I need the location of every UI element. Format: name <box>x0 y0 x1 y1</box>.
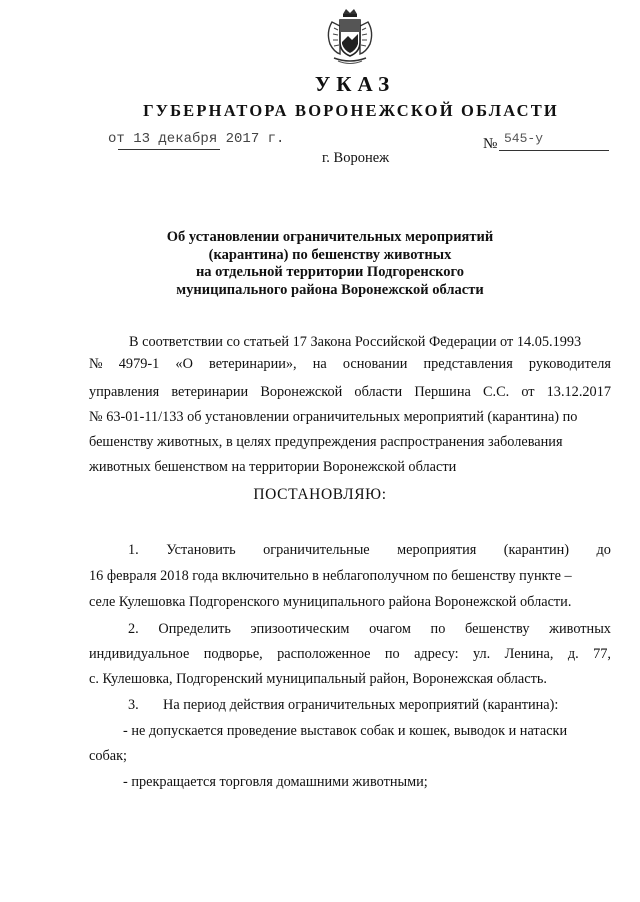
word: ветеринарии <box>171 384 249 400</box>
justified-words <box>89 384 611 401</box>
item-3-text: На период действия ограничительных мероприятий (карантина): <box>163 697 559 713</box>
bullet-line: - прекращается торговля домашними животными; <box>123 774 428 790</box>
word: Определить <box>158 621 231 637</box>
document-type-title: УКАЗ <box>314 72 396 96</box>
heading-line: муниципального района Воронежской области <box>176 281 484 298</box>
word: ветеринарии», <box>209 356 297 372</box>
number-label: № <box>483 136 498 152</box>
word: эпизоотическим <box>250 621 350 637</box>
heading-line: (карантина) по бешенству животных <box>208 246 452 263</box>
preamble-line: бешенству животных, в целях предупреждения распространения заболевания <box>89 434 563 450</box>
word: С.С. <box>482 384 510 400</box>
document-heading <box>150 229 510 299</box>
word: по <box>384 646 400 662</box>
word: № <box>89 356 103 372</box>
word: 2. <box>128 621 139 637</box>
justified-words <box>128 542 611 559</box>
word: области <box>354 384 403 400</box>
preamble-line: В соответствии со статьей 17 Закона Российской Федерации от 14.05.1993 <box>129 334 582 350</box>
word: адресу: <box>414 646 459 662</box>
word: 13.12.2017 <box>546 384 611 400</box>
item-1-line: 16 февраля 2018 года включительно в неблагополучном по бешенству пункте – <box>89 568 572 584</box>
date-underline <box>118 149 220 150</box>
justified-words <box>89 646 611 663</box>
word: очагом <box>369 621 411 637</box>
issuer-title: ГУБЕРНАТОРА ВОРОНЕЖСКОЙ ОБЛАСТИ <box>143 101 559 120</box>
preamble-line <box>89 384 611 401</box>
coat-of-arms-icon <box>324 8 376 66</box>
word: ул. <box>473 646 491 662</box>
word: по <box>430 621 446 637</box>
word: на <box>312 356 327 372</box>
item-1-line: селе Кулешовка Подгоренского муниципального района Воронежской области. <box>89 594 572 610</box>
item-1-line <box>128 542 611 559</box>
justified-words <box>89 356 611 373</box>
word: расположенное <box>277 646 371 662</box>
preamble-line: № 63-01-11/133 об установлении ограничительных мероприятий (карантина) по <box>89 409 578 425</box>
heading-line: Об установлении ограничительных мероприятий <box>166 229 494 245</box>
city-label: г. Воронеж <box>322 150 390 166</box>
word: представления <box>423 356 513 372</box>
word: Воронежской <box>260 384 343 400</box>
word: животных <box>549 621 611 637</box>
heading-line: на отдельной территории Подгоренского <box>195 264 465 280</box>
number-underline <box>499 150 609 151</box>
decree-word: ПОСТАНОВЛЯЮ: <box>253 486 387 503</box>
word: Ленина, <box>504 646 554 662</box>
word: Установить <box>166 542 236 558</box>
item-2-line: с. Кулешовка, Подгоренский муниципальный район, Воронежская область. <box>89 671 547 687</box>
bullet-line: - не допускается проведение выставок собак и кошек, выводок и натаски <box>123 723 568 739</box>
word: 4979-1 <box>118 356 160 372</box>
preamble-line: животных бешенством на территории Воронежской области <box>89 459 457 475</box>
word: бешенству <box>465 621 530 637</box>
item-2-line <box>128 621 611 638</box>
preamble-line <box>89 356 611 373</box>
justified-words <box>128 621 611 638</box>
document-date: от 13 декабря 2017 г. <box>108 131 285 147</box>
word: «О <box>175 356 193 372</box>
word: индивидуальное <box>89 646 190 662</box>
bullet-line: собак; <box>89 748 128 764</box>
word: от <box>521 384 535 400</box>
word: основании <box>342 356 408 372</box>
document-number: 545-у <box>504 131 544 146</box>
word: (карантин) <box>503 542 570 558</box>
word: 1. <box>128 542 139 558</box>
word: Першина <box>414 384 471 400</box>
word: подворье, <box>203 646 263 662</box>
word: руководителя <box>528 356 611 372</box>
word: до <box>596 542 611 558</box>
word: ограничительные <box>263 542 370 558</box>
word: мероприятия <box>397 542 477 558</box>
item-2-line <box>89 646 611 663</box>
word: 77, <box>593 646 611 662</box>
word: управления <box>89 384 160 400</box>
word: д. <box>567 646 579 662</box>
item-3-number: 3. <box>128 697 139 713</box>
